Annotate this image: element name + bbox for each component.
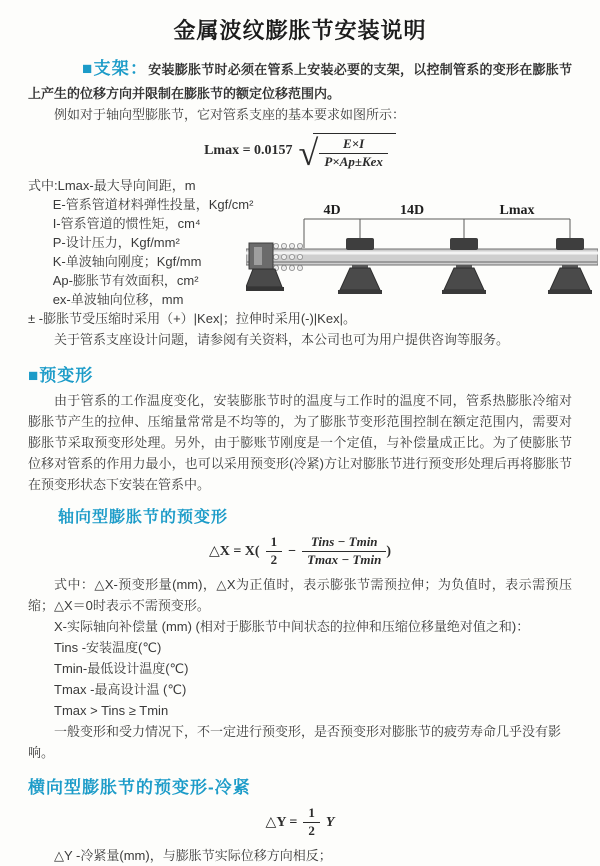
diagram-label-4d: 4D (323, 202, 341, 218)
lateral-formula-lhs: △Y = (265, 815, 298, 831)
radical-sign: √ (298, 132, 319, 173)
support-example-line: 例如对于轴向型膨胀节，它对管系支座的基本要求如图所示： (54, 106, 406, 122)
definition-item: E-管系管道材料弹性投量，Kgf/cm² (52, 196, 254, 212)
one-half-fraction (266, 535, 283, 568)
predeform-paragraph: 由于管系的工作温度变化，安装膨胀节时的温度与工作时的温度不同，管系热膨胀冷缩对膨胀节产生的拉伸、压缩量常常是不均等的，为了膨胀节变形范围控制在额定范围内，需要对膨胀节采取预变形处理。另外，由于膨账节刚度是一个定值，与补偿量成正比。为了使膨胀节位移对管系的作用力最小，也可以采用预变形(冷紧)方让对膨胀节进行预变形处理后再将膨胀节在预变形状态下安装在管系中。 (28, 392, 572, 493)
axial-subheading: 轴向型膨胀节的预变形 (58, 509, 229, 527)
diagram-label-lmax: Lmax (499, 202, 535, 218)
support-intro-text: 安装膨胀节时必须在管系上安装必要的支架，以控制管系的变形在膨胀节上产生的位移方向并限制在膨胀节的额定位移范围内。 (28, 62, 572, 101)
definition-item: Ap-膨胀节有效面积，cm² (52, 273, 199, 289)
lateral-note: △Y -冷紧量(mm)，与膨胀节实际位移方向相反； (54, 848, 332, 864)
definition-item: P-设计压力，Kgf/mm² (52, 234, 180, 250)
fraction-numerator: 1 (266, 535, 283, 552)
definition-item: I-管系管道的惯性矩，cm⁴ (52, 215, 201, 231)
axial-note-line: 式中：△X-预变形量(mm)，△X为正值时，表示膨张节需预拉伸；为负值时，表示需预压缩；△X＝0时表示不需预变形。 (28, 576, 572, 614)
lateral-subheading: 横向型膨胀节的预变形-冷紧 (28, 778, 251, 798)
lateral-formula-rhs: Y (325, 814, 335, 830)
definition-item: K-单波轴向刚度；Kgf/mm (52, 253, 202, 269)
lmax-fraction (319, 137, 388, 170)
pipe-support-icon (442, 238, 486, 294)
axial-note-line: Tmax > Tins ≥ Tmin (54, 703, 169, 719)
predeform-section-heading: ■预变形 (28, 365, 94, 385)
pipe-support-icon (338, 238, 382, 294)
axial-note-line: Tmin-最低设计温度(℃) (54, 661, 189, 677)
fraction-numerator: Tins − Tmin (302, 535, 386, 552)
axial-formula-lhs: △X = X( (208, 544, 260, 560)
fraction-numerator: 1 (303, 806, 320, 823)
minus-sign: − (288, 543, 297, 559)
fraction-denominator: Tmax − Tmin (307, 552, 382, 568)
axial-note-line: 一般变形和受力情况下，不一定进行预变形，是否预变形对膨胀节的疲劳寿命几乎没有影响。 (28, 724, 562, 761)
diagram-label-14d: 14D (399, 202, 425, 218)
definition-item: 式中:Lmax-最大导向间距，m (28, 177, 196, 193)
axial-note-line: Tins -安装温度(℃) (54, 640, 162, 656)
close-paren: ) (386, 543, 392, 559)
sqrt-expression (298, 132, 396, 173)
definitions-and-diagram (28, 176, 572, 310)
lateral-formula (28, 806, 572, 839)
dimension-lines (304, 219, 570, 248)
fraction-denominator: 2 (308, 823, 315, 839)
axial-note-line: X-实际轴向补偿量 (mm) (相对于膨胀节中间状态的拉伸和压缩位移量绝对值之和)： (54, 619, 530, 635)
axial-note-line: Tmax -最高设计温 (℃) (54, 682, 187, 698)
axial-formula (28, 535, 572, 568)
lmax-fraction-numerator: E×I (319, 137, 388, 154)
pipe-support-diagram (246, 202, 598, 304)
support-section-heading: ■支架： (82, 59, 149, 78)
axial-notes (28, 574, 572, 763)
lmax-formula (28, 132, 572, 173)
one-half-fraction (303, 806, 320, 839)
service-note: 关于管系支座设计问题，请参阅有关资料，本公司也可为用户提供咨询等服务。 (54, 332, 510, 348)
lmax-fraction-denominator: P×Ap±Kex (324, 153, 383, 169)
plus-minus-note: ± -膨胀节受压缩时采用（+）|Kex|；拉伸时采用(-)|Kex|。 (28, 311, 356, 327)
support-intro-paragraph (28, 55, 572, 104)
page-title: 金属波纹膨胀节安装说明 (173, 18, 427, 43)
pipe-support-icon (548, 238, 592, 294)
temperature-fraction (302, 535, 386, 568)
fraction-denominator: 2 (270, 552, 278, 568)
definition-item: ex-单波轴向位移，mm (52, 292, 184, 308)
lmax-formula-lhs: Lmax = 0.0157 (204, 143, 293, 159)
